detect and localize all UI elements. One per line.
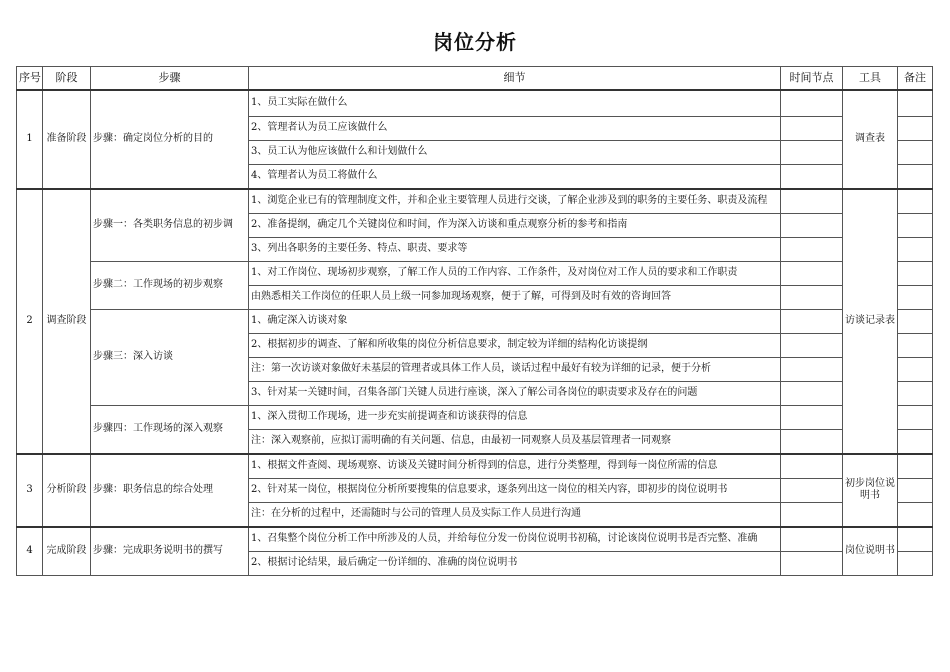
job-analysis-table <box>16 66 933 576</box>
tool-cell: 初步岗位说明书 <box>843 454 898 527</box>
note-cell <box>898 527 933 552</box>
page-title: 岗位分析 <box>433 30 517 54</box>
detail-row: 由熟悉相关工作岗位的任职人员上级一同参加现场观察，便于了解，可得到及时有效的咨询回答 <box>249 285 781 309</box>
time-cell <box>781 333 843 357</box>
time-cell <box>781 189 843 214</box>
time-cell <box>781 116 843 140</box>
detail-row: 3、针对某一关键时间，召集各部门关键人员进行座谈，深入了解公司各岗位的职责要求及存在的问题 <box>249 381 781 405</box>
note-cell <box>898 502 933 527</box>
note-cell <box>898 189 933 214</box>
section-stage: 分析阶段 <box>43 454 91 527</box>
detail-row: 4、管理者认为员工将做什么 <box>249 164 781 189</box>
time-cell <box>781 90 843 116</box>
time-cell <box>781 261 843 285</box>
section-seq: 2 <box>17 189 43 454</box>
detail-row: 3、员工认为他应该做什么和计划做什么 <box>249 140 781 164</box>
detail-row: 1、根据文件查阅、现场观察、访谈及关键时间分析得到的信息，进行分类整理，得到每一岗位所需的信息 <box>249 454 781 479</box>
section-seq: 3 <box>17 454 43 527</box>
tool-cell: 岗位说明书 <box>843 527 898 576</box>
header-time: 时间节点 <box>781 67 843 91</box>
step-label: 步骤四：工作现场的深入观察 <box>91 405 249 454</box>
time-cell <box>781 405 843 429</box>
step-label: 步骤一：各类职务信息的初步调 <box>91 189 249 262</box>
step-label: 步骤：确定岗位分析的目的 <box>91 90 249 189</box>
section-stage: 完成阶段 <box>43 527 91 576</box>
time-cell <box>781 237 843 261</box>
detail-row: 2、针对某一岗位，根据岗位分析所要搜集的信息要求，逐条列出这一岗位的相关内容，即初步的岗位说明书 <box>249 478 781 502</box>
detail-row: 1、对工作岗位、现场初步观察，了解工作人员的工作内容、工作条件，及对岗位对工作人员的要求和工作职责 <box>249 261 781 285</box>
note-cell <box>898 429 933 454</box>
note-cell <box>898 551 933 575</box>
step-label: 步骤三：深入访谈 <box>91 309 249 405</box>
note-cell <box>898 90 933 116</box>
detail-row: 2、管理者认为员工应该做什么 <box>249 116 781 140</box>
section-seq: 1 <box>17 90 43 189</box>
note-cell <box>898 357 933 381</box>
detail-row: 2、根据讨论结果，最后确定一份详细的、准确的岗位说明书 <box>249 551 781 575</box>
tool-cell: 调查表 <box>843 90 898 189</box>
detail-row: 注：深入观察前，应拟订需明确的有关问题、信息，由最初一同观察人员及基层管理者一同观察 <box>249 429 781 454</box>
header-tool: 工具 <box>843 67 898 91</box>
time-cell <box>781 454 843 479</box>
note-cell <box>898 261 933 285</box>
step-label: 步骤二：工作现场的初步观察 <box>91 261 249 309</box>
note-cell <box>898 405 933 429</box>
detail-row: 注：第一次访谈对象做好未基层的管理者或具体工作人员，谈话过程中最好有较为详细的记录，便于分析 <box>249 357 781 381</box>
detail-row: 1、深入贯彻工作现场，进一步充实前提调查和访谈获得的信息 <box>249 405 781 429</box>
note-cell <box>898 381 933 405</box>
step-label: 步骤：完成职务说明书的撰写 <box>91 527 249 576</box>
section-stage: 调查阶段 <box>43 189 91 454</box>
note-cell <box>898 213 933 237</box>
time-cell <box>781 164 843 189</box>
note-cell <box>898 140 933 164</box>
time-cell <box>781 309 843 333</box>
time-cell <box>781 381 843 405</box>
header-detail: 细节 <box>249 67 781 91</box>
time-cell <box>781 478 843 502</box>
note-cell <box>898 478 933 502</box>
time-cell <box>781 502 843 527</box>
detail-row: 1、确定深入访谈对象 <box>249 309 781 333</box>
note-cell <box>898 333 933 357</box>
time-cell <box>781 527 843 552</box>
header-stage: 阶段 <box>43 67 91 91</box>
tool-cell: 访谈记录表 <box>843 189 898 454</box>
detail-row: 1、浏览企业已有的管理制度文件，并和企业主要管理人员进行交谈，了解企业涉及到的职务的主要任务、职责及流程 <box>249 189 781 214</box>
detail-row: 1、召集整个岗位分析工作中所涉及的人员，并给每位分发一份岗位说明书初稿，讨论该岗位说明书是否完整、准确 <box>249 527 781 552</box>
detail-row: 注：在分析的过程中，还需随时与公司的管理人员及实际工作人员进行沟通 <box>249 502 781 527</box>
section-seq: 4 <box>17 527 43 576</box>
detail-row: 1、员工实际在做什么 <box>249 90 781 116</box>
time-cell <box>781 213 843 237</box>
header-step: 步骤 <box>91 67 249 91</box>
step-label: 步骤：职务信息的综合处理 <box>91 454 249 527</box>
detail-row: 2、根据初步的调查、了解和所收集的岗位分析信息要求，制定较为详细的结构化访谈提纲 <box>249 333 781 357</box>
note-cell <box>898 116 933 140</box>
note-cell <box>898 309 933 333</box>
detail-row: 2、准备提纲，确定几个关键岗位和时间，作为深入访谈和重点观察分析的参考和指南 <box>249 213 781 237</box>
time-cell <box>781 285 843 309</box>
note-cell <box>898 285 933 309</box>
note-cell <box>898 164 933 189</box>
time-cell <box>781 551 843 575</box>
section-stage: 准备阶段 <box>43 90 91 189</box>
time-cell <box>781 429 843 454</box>
time-cell <box>781 140 843 164</box>
header-seq: 序号 <box>17 67 43 91</box>
header-note: 备注 <box>898 67 933 91</box>
note-cell <box>898 454 933 479</box>
note-cell <box>898 237 933 261</box>
detail-row: 3、列出各职务的主要任务、特点、职责、要求等 <box>249 237 781 261</box>
time-cell <box>781 357 843 381</box>
